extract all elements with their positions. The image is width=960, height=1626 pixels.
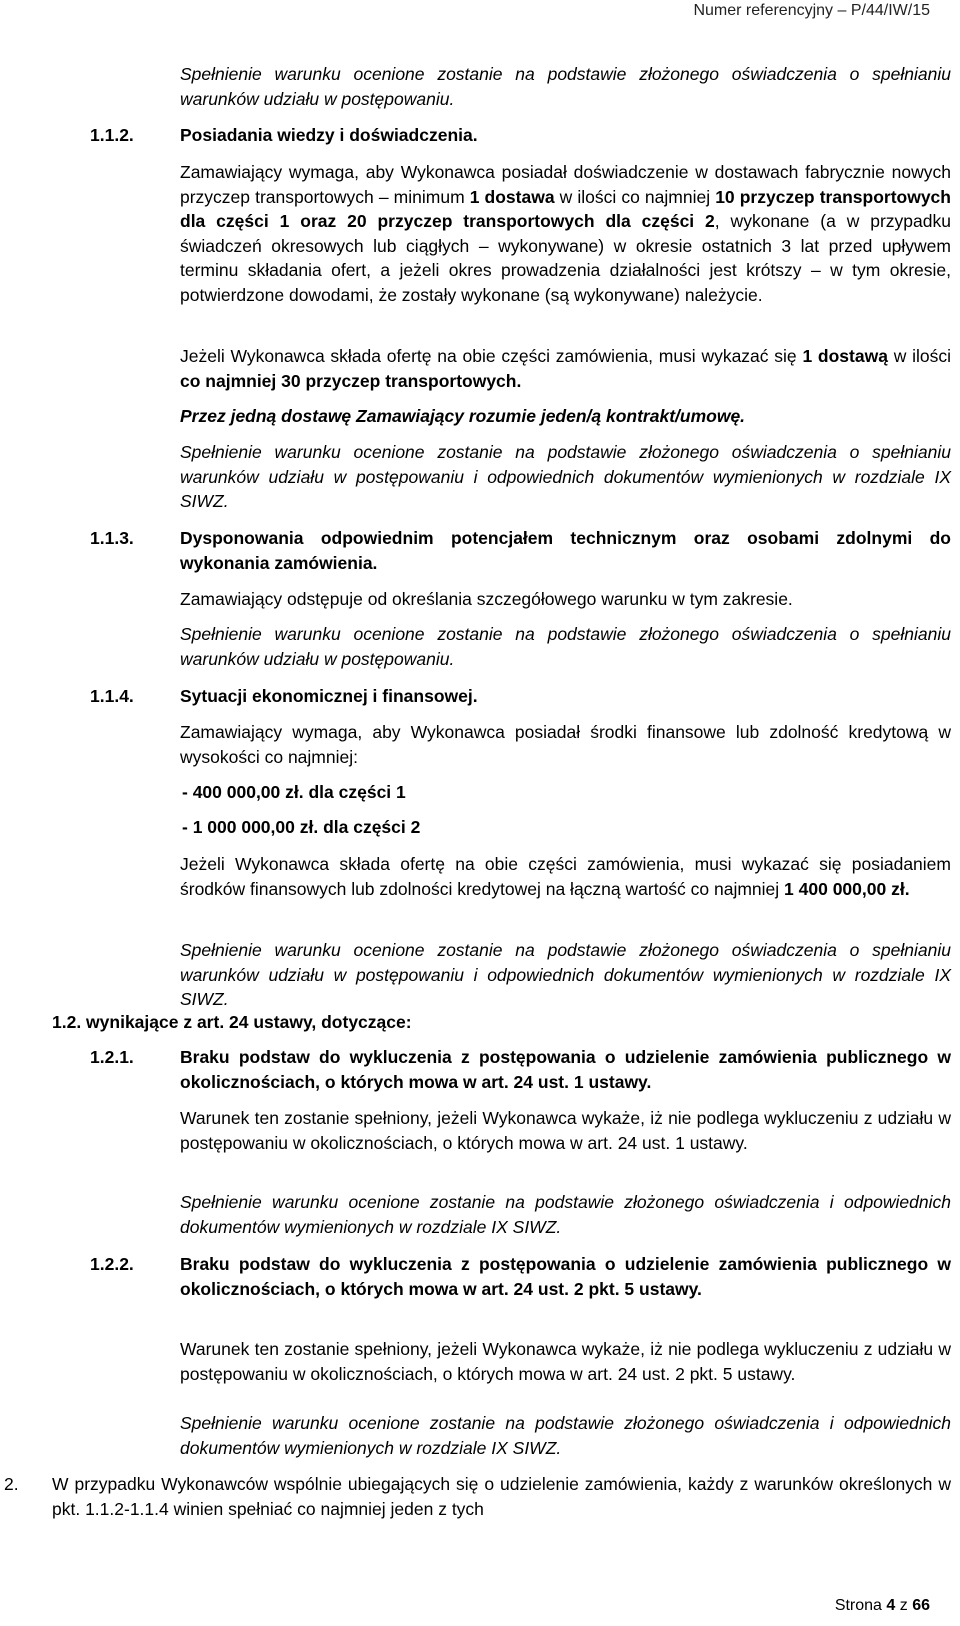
section-number: 1.1.3. <box>90 528 134 548</box>
paragraph-condition-note: Spełnienie warunku ocenione zostanie na podstawie złożonego oświadczenia o spełnianiu warunków udziału w postępowaniu i odpowiednich dokumentów wymienionych w rozdziale IX SIWZ. <box>180 442 951 511</box>
section-title: Posiadania wiedzy i doświadczenia. <box>180 125 478 145</box>
section-number: 1.2.2. <box>90 1254 134 1274</box>
amount-part-1: - 400 000,00 zł. dla części 1 <box>182 782 406 802</box>
section-title: Braku podstaw do wykluczenia z postępowania o udzielenie zamówienia publicznego w okolicznościach, o których mowa w art. 24 ust. 2 pkt. 5 ustawy. <box>180 1254 951 1299</box>
paragraph-both-parts: Jeżeli Wykonawca składa ofertę na obie części zamówienia, musi wykazać się 1 dostawą w ilości co najmniej 30 przyczep transportowych. <box>180 346 951 391</box>
paragraph-financial-both: Jeżeli Wykonawca składa ofertę na obie części zamówienia, musi wykazać się posiadaniem środków finansowych lub zdolności kredytowej na łączną wartość co najmniej 1 400 000,00 zł. <box>180 854 951 899</box>
paragraph-joint-bidders: W przypadku Wykonawców wspólnie ubiegających się o udzielenie zamówienia, każdy z warunków określonych w pkt. 1.1.2-1.1.4 winien spełniać co najmniej jeden z tych <box>52 1474 951 1519</box>
paragraph-experience: Zamawiający wymaga, aby Wykonawca posiadał doświadczenie w dostawach fabrycznie nowych przyczep transportowych – minimum 1 dostawa w ilości co najmniej 10 przyczep transportowych dla części 1 oraz 20 przyczep transportowych dla części 2, wykonane (a w przypadku świadczeń okresowych lub ciągłych – wykonywane) w okresie ostatnich 3 lat przed upływem terminu składania ofert, a jeżeli okres prowadzenia działalności jest krótszy – w tym okresie, potwierdzone dowodami, że zostały wykonane (są wykonywane) należycie. <box>180 162 951 305</box>
page-footer: Strona 4 z 66 <box>834 1597 930 1614</box>
paragraph-exclusion: Warunek ten zostanie spełniony, jeżeli Wykonawca wykaże, iż nie podlega wykluczeniu z udziału w postępowaniu w okolicznościach, o których mowa w art. 24 ust. 1 ustawy. <box>180 1108 951 1153</box>
paragraph-condition-note: Spełnienie warunku ocenione zostanie na podstawie złożonego oświadczenia i odpowiednich dokumentów wymienionych w rozdziale IX SIWZ. <box>180 1192 951 1237</box>
paragraph-condition-note: Spełnienie warunku ocenione zostanie na podstawie złożonego oświadczenia o spełnianiu warunków udziału w postępowaniu. <box>180 624 951 669</box>
section-title: Braku podstaw do wykluczenia z postępowania o udzielenie zamówienia publicznego w okolicznościach, o których mowa w art. 24 ust. 1 ustawy. <box>180 1047 951 1092</box>
section-number: 1.2.1. <box>90 1047 134 1067</box>
paragraph-exclusion: Warunek ten zostanie spełniony, jeżeli Wykonawca wykaże, iż nie podlega wykluczeniu z udziału w postępowaniu w okolicznościach, o których mowa w art. 24 ust. 2 pkt. 5 ustawy. <box>180 1339 951 1384</box>
section-heading: 1.2. wynikające z art. 24 ustawy, dotyczące: <box>52 1012 412 1032</box>
section-title: Sytuacji ekonomicznej i finansowej. <box>180 686 478 706</box>
paragraph-financial: Zamawiający wymaga, aby Wykonawca posiadał środki finansowe lub zdolność kredytową w wysokości co najmniej: <box>180 722 951 767</box>
paragraph-delivery-definition: Przez jedną dostawę Zamawiający rozumie jeden/ą kontrakt/umowę. <box>180 406 746 426</box>
section-number: 1.1.4. <box>90 686 134 706</box>
amount-part-2: - 1 000 000,00 zł. dla części 2 <box>182 817 421 837</box>
paragraph-condition-note: Spełnienie warunku ocenione zostanie na podstawie złożonego oświadczenia i odpowiednich dokumentów wymienionych w rozdziale IX SIWZ. <box>180 1413 951 1458</box>
paragraph-condition-note: Spełnienie warunku ocenione zostanie na podstawie złożonego oświadczenia o spełnianiu warunków udziału w postępowaniu i odpowiednich dokumentów wymienionych w rozdziale IX SIWZ. <box>180 940 951 1009</box>
document-reference-header: Numer referencyjny – P/44/IW/15 <box>693 2 930 19</box>
section-title: Dysponowania odpowiednim potencjałem technicznym oraz osobami zdolnymi do wykonania zamówienia. <box>180 528 951 573</box>
paragraph-no-condition: Zamawiający odstępuje od określania szczegółowego warunku w tym zakresie. <box>180 589 793 609</box>
list-number: 2. <box>4 1474 19 1494</box>
section-number: 1.1.2. <box>90 125 134 145</box>
paragraph-condition-note: Spełnienie warunku ocenione zostanie na podstawie złożonego oświadczenia o spełnianiu warunków udziału w postępowaniu. <box>180 64 951 109</box>
